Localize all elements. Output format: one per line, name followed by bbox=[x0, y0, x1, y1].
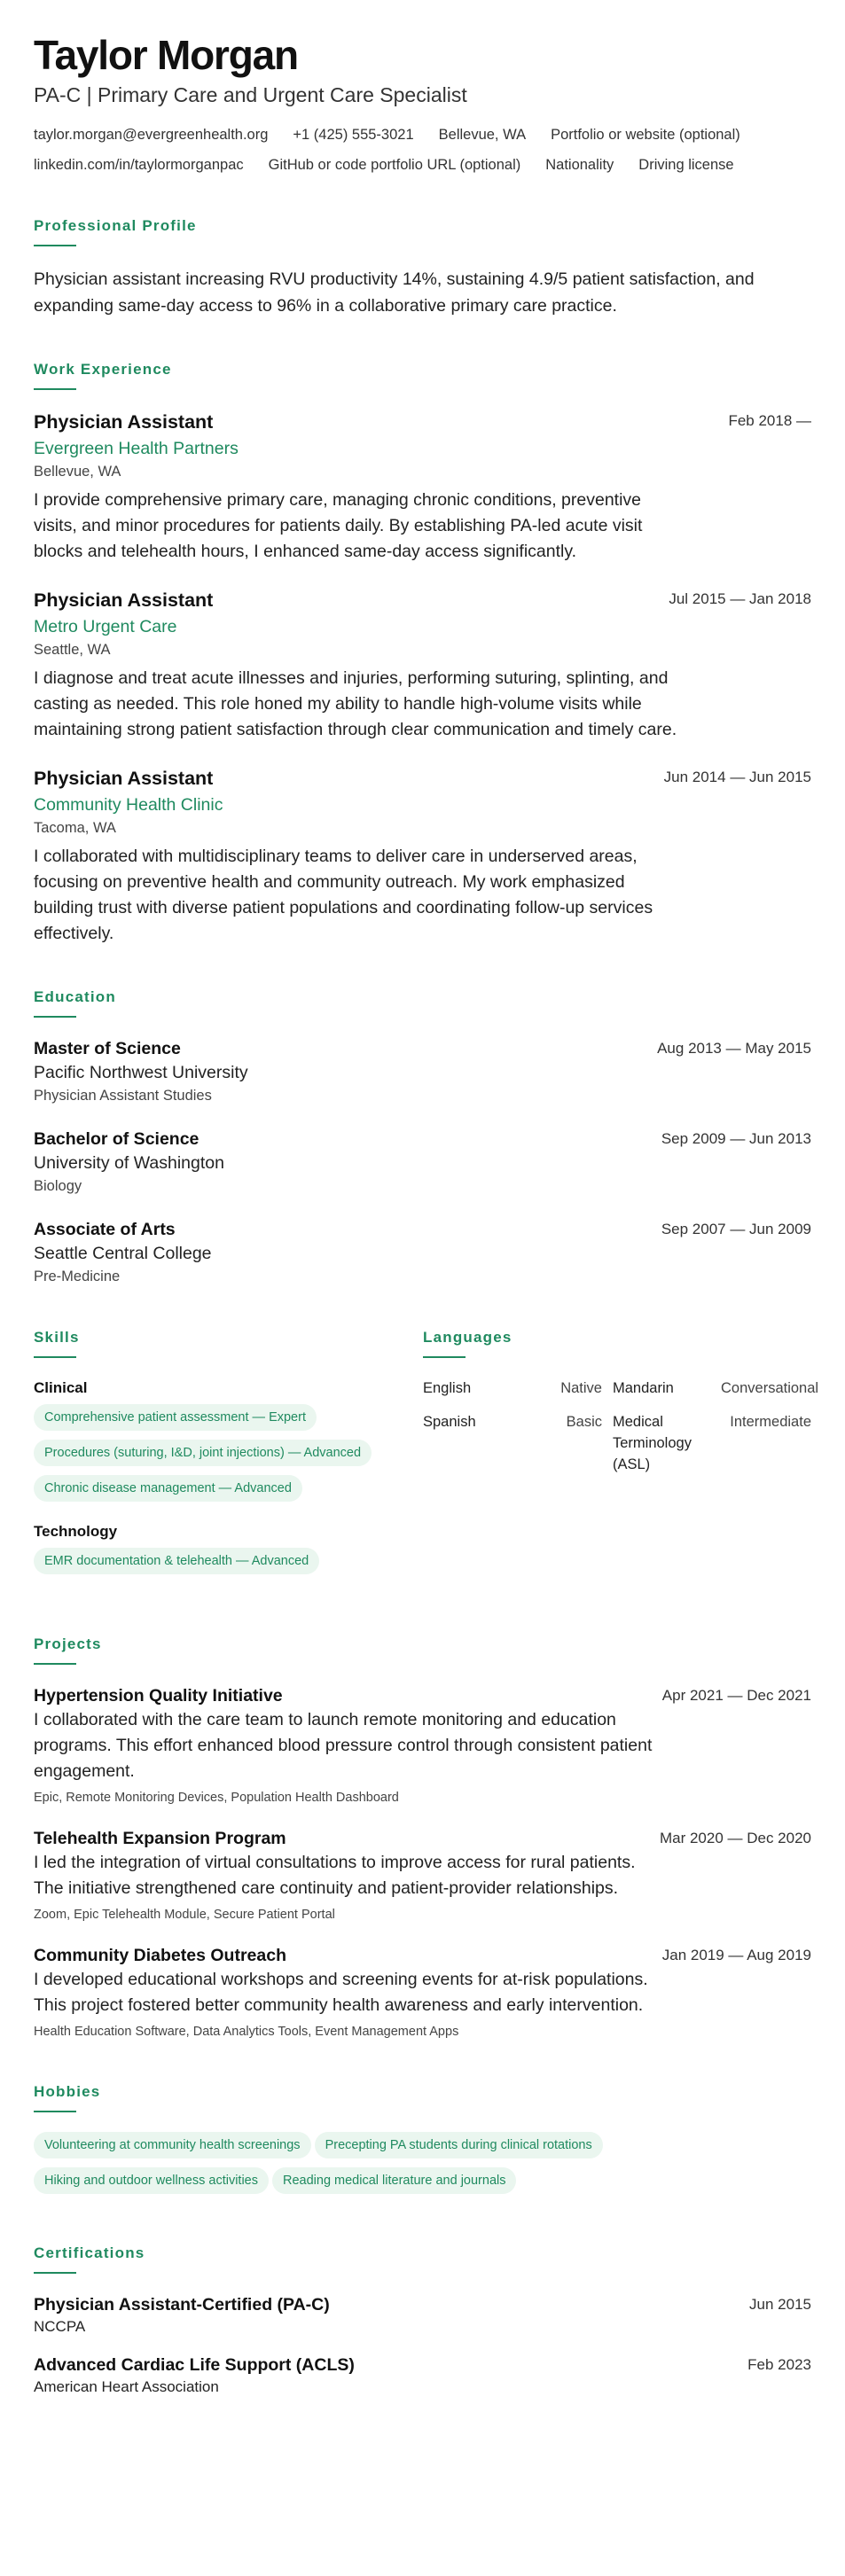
language-name: Mandarin bbox=[613, 1380, 674, 1396]
job-dates: Jun 2014 — Jun 2015 bbox=[663, 769, 811, 785]
job-dates: Feb 2018 — bbox=[728, 412, 811, 429]
degree: Master of Science bbox=[34, 1039, 181, 1058]
experience-section bbox=[34, 360, 811, 947]
section-divider bbox=[34, 1016, 76, 1018]
job-dates: Jul 2015 — Jan 2018 bbox=[669, 590, 811, 607]
education-dates: Aug 2013 — May 2015 bbox=[657, 1040, 811, 1057]
education-entry bbox=[34, 1218, 811, 1287]
project-description: I collaborated with the care team to launch remote monitoring and education programs. This effort enhanced blood pressure control through consistent patient engagement. bbox=[34, 1710, 653, 1781]
job-title: Physician Assistant bbox=[34, 768, 214, 789]
project-dates: Mar 2020 — Dec 2020 bbox=[659, 1830, 811, 1846]
hobby-pill: Reading medical literature and journals bbox=[272, 2167, 516, 2194]
skill-pill-list bbox=[34, 1548, 423, 1583]
experience-entry bbox=[34, 766, 811, 947]
school: Seattle Central College bbox=[34, 1244, 212, 1263]
job-location: Seattle, WA bbox=[34, 642, 111, 658]
candidate-name: Taylor Morgan bbox=[34, 32, 298, 78]
contact-portfolio[interactable]: Portfolio or website (optional) bbox=[551, 127, 740, 143]
certification-title: Advanced Cardiac Life Support (ACLS) bbox=[34, 2355, 355, 2375]
education-section bbox=[34, 987, 811, 1287]
job-employer: Metro Urgent Care bbox=[34, 617, 177, 636]
language-level: Basic bbox=[566, 1414, 602, 1430]
degree: Associate of Arts bbox=[34, 1220, 176, 1239]
job-description: I diagnose and treat acute illnesses and injuries, performing suturing, splinting, and casting as needed. This role honed my ability to handle high-volume visits while maintaining strong patient satisfaction through clear communication and timely care. bbox=[34, 668, 677, 739]
job-location: Bellevue, WA bbox=[34, 464, 121, 480]
hobby-pill-list bbox=[34, 2132, 708, 2203]
section-divider bbox=[34, 2272, 76, 2274]
languages-section bbox=[423, 1328, 819, 1594]
language-list bbox=[423, 1378, 819, 1475]
contact-location: Bellevue, WA bbox=[438, 127, 527, 143]
language-name: Spanish bbox=[423, 1414, 476, 1430]
degree: Bachelor of Science bbox=[34, 1129, 200, 1149]
section-divider bbox=[34, 1663, 76, 1665]
skill-group-technology bbox=[34, 1521, 423, 1583]
school: Pacific Northwest University bbox=[34, 1063, 248, 1082]
language-name: English bbox=[423, 1380, 472, 1396]
project-dates: Jan 2019 — Aug 2019 bbox=[661, 1947, 811, 1963]
education-entry bbox=[34, 1128, 811, 1197]
certification-entry bbox=[34, 2293, 811, 2338]
section-divider bbox=[34, 388, 76, 390]
contact-phone[interactable]: +1 (425) 555-3021 bbox=[293, 127, 414, 143]
job-description: I collaborated with multidisciplinary teams to deliver care in underserved areas, focusing on preventive health and community outreach. My work emphasized building trust with diverse patient populations and coordinating follow-up services effectively. bbox=[34, 847, 653, 943]
certification-issuer: American Heart Association bbox=[34, 2378, 219, 2395]
project-description: I developed educational workshops and screening events for at-risk populations. This project fostered better community health awareness and early intervention. bbox=[34, 1970, 648, 2015]
education-dates: Sep 2007 — Jun 2009 bbox=[661, 1221, 811, 1237]
skill-group-title: Technology bbox=[34, 1523, 118, 1540]
contact-email[interactable]: taylor.morgan@evergreenhealth.org bbox=[34, 127, 269, 143]
job-description: I provide comprehensive primary care, managing chronic conditions, preventive visits, and minor procedures for patients daily. By establishing PA-led acute visit blocks and telehealth hours, I enhanced same-day access significantly. bbox=[34, 490, 643, 561]
section-divider bbox=[34, 2111, 76, 2112]
certification-issuer: NCCPA bbox=[34, 2318, 86, 2335]
experience-entry bbox=[34, 588, 811, 743]
section-heading: Languages bbox=[423, 1329, 512, 1346]
education-dates: Sep 2009 — Jun 2013 bbox=[661, 1130, 811, 1147]
contact-nationality: Nationality bbox=[545, 157, 614, 173]
project-dates: Apr 2021 — Dec 2021 bbox=[661, 1687, 811, 1704]
project-tools: Zoom, Epic Telehealth Module, Secure Patient Portal bbox=[34, 1908, 335, 1922]
skills-languages-row bbox=[34, 1328, 819, 1594]
certifications-section bbox=[34, 2244, 811, 2398]
contact-github[interactable]: GitHub or code portfolio URL (optional) bbox=[268, 157, 521, 173]
section-heading: Work Experience bbox=[34, 361, 172, 378]
skill-pill: EMR documentation & telehealth — Advanced bbox=[34, 1548, 319, 1574]
project-entry bbox=[34, 1944, 811, 2041]
profile-section bbox=[34, 216, 811, 319]
project-title: Community Diabetes Outreach bbox=[34, 1946, 286, 1965]
certification-title: Physician Assistant-Certified (PA-C) bbox=[34, 2295, 330, 2314]
job-employer: Community Health Clinic bbox=[34, 795, 223, 815]
project-entry bbox=[34, 1684, 811, 1807]
project-title: Telehealth Expansion Program bbox=[34, 1829, 286, 1848]
experience-entry bbox=[34, 410, 811, 565]
project-entry bbox=[34, 1827, 811, 1924]
job-employer: Evergreen Health Partners bbox=[34, 439, 239, 458]
contact-linkedin[interactable]: linkedin.com/in/taylormorganpac bbox=[34, 157, 244, 173]
language-level: Native bbox=[560, 1380, 602, 1396]
section-heading: Certifications bbox=[34, 2244, 145, 2261]
project-tools: Health Education Software, Data Analytics Tools, Event Management Apps bbox=[34, 2025, 459, 2039]
project-description: I led the integration of virtual consultations to improve access for rural patients. The initiative strengthened care continuity and patient-provider relationships. bbox=[34, 1853, 636, 1898]
field-of-study: Physician Assistant Studies bbox=[34, 1088, 212, 1104]
field-of-study: Pre-Medicine bbox=[34, 1268, 121, 1284]
skill-pill: Procedures (suturing, I&D, joint injections) — Advanced bbox=[34, 1440, 372, 1466]
section-divider bbox=[34, 245, 76, 246]
contact-driving-license: Driving license bbox=[638, 157, 734, 173]
section-divider bbox=[34, 1356, 76, 1358]
section-heading: Education bbox=[34, 988, 116, 1005]
section-heading: Projects bbox=[34, 1635, 102, 1652]
hobbies-section bbox=[34, 2082, 811, 2203]
project-title: Hypertension Quality Initiative bbox=[34, 1686, 283, 1706]
hobby-pill: Volunteering at community health screenings bbox=[34, 2132, 311, 2158]
education-entry bbox=[34, 1037, 811, 1106]
skills-section bbox=[34, 1328, 423, 1594]
section-heading: Skills bbox=[34, 1329, 80, 1346]
skill-pill: Chronic disease management — Advanced bbox=[34, 1475, 302, 1502]
skill-pill-list bbox=[34, 1404, 423, 1510]
projects-section bbox=[34, 1635, 811, 2041]
certification-date: Feb 2023 bbox=[747, 2356, 811, 2373]
skill-group-title: Clinical bbox=[34, 1379, 88, 1396]
resume-header bbox=[34, 32, 811, 176]
school: University of Washington bbox=[34, 1153, 224, 1173]
language-level: Conversational bbox=[721, 1380, 819, 1396]
hobby-pill: Precepting PA students during clinical rotations bbox=[315, 2132, 603, 2158]
job-location: Tacoma, WA bbox=[34, 820, 116, 836]
section-heading: Professional Profile bbox=[34, 217, 197, 234]
language-name: Medical Terminology (ASL) bbox=[613, 1414, 692, 1472]
skill-group-clinical bbox=[34, 1378, 423, 1510]
certification-entry bbox=[34, 2354, 811, 2398]
section-divider bbox=[423, 1356, 466, 1358]
field-of-study: Biology bbox=[34, 1178, 82, 1194]
section-heading: Hobbies bbox=[34, 2083, 101, 2100]
language-level: Intermediate bbox=[730, 1414, 811, 1430]
job-title: Physician Assistant bbox=[34, 589, 214, 611]
profile-text: Physician assistant increasing RVU productivity 14%, sustaining 4.9/5 patient satisfaction, and expanding same-day access to 96% in a collaborative primary care practice. bbox=[34, 269, 755, 316]
hobby-pill: Hiking and outdoor wellness activities bbox=[34, 2167, 269, 2194]
project-tools: Epic, Remote Monitoring Devices, Population Health Dashboard bbox=[34, 1791, 399, 1805]
skill-pill: Comprehensive patient assessment — Expert bbox=[34, 1404, 317, 1431]
job-title: Physician Assistant bbox=[34, 411, 214, 433]
candidate-title: PA-C | Primary Care and Urgent Care Specialist bbox=[34, 83, 467, 106]
contact-list bbox=[34, 124, 811, 176]
certification-date: Jun 2015 bbox=[749, 2296, 811, 2313]
